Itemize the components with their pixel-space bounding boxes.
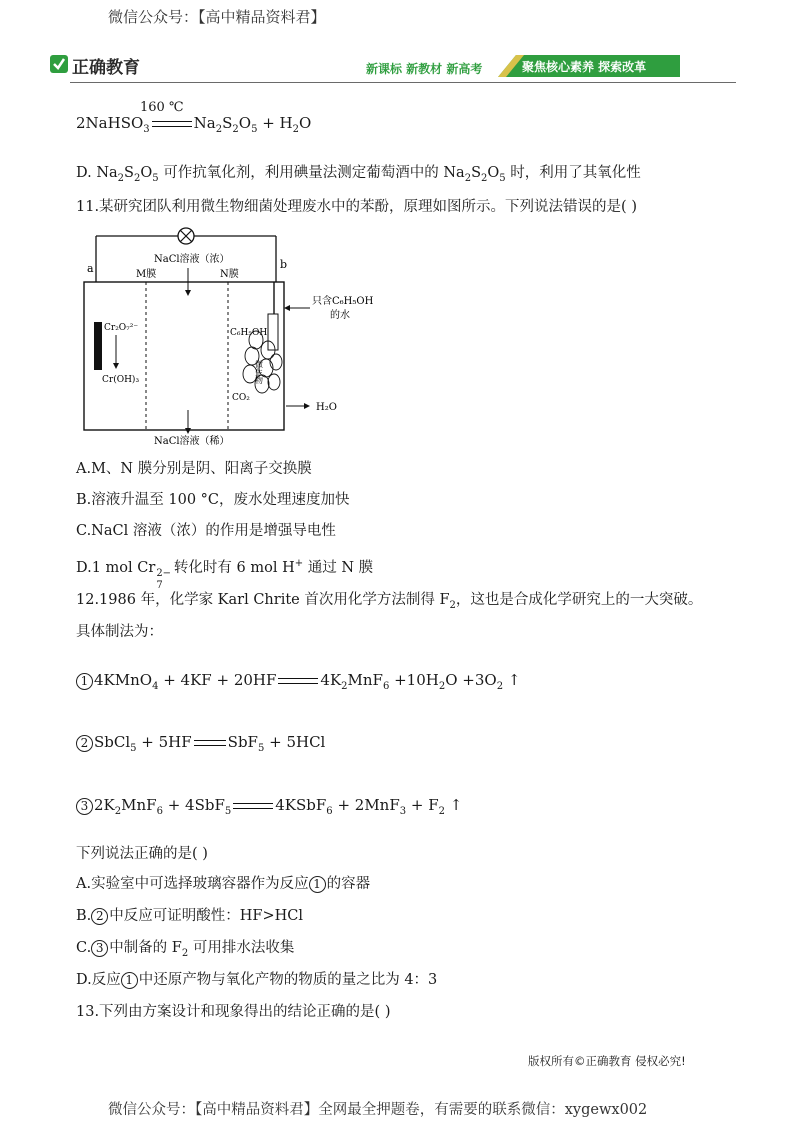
reaction-1: 1 4KMnO$_4$ + 4KF + 20HF $4K_2MnF_6 +10H_2O +3O_2$ ↑ — [76, 670, 520, 697]
reaction-3: 3 $2K_2MnF_6 + 4SbF_5$ 4KSbF$_6$ + $2MnF_3 + F_2$ ↑ — [76, 795, 462, 822]
nacl-dilute-label: NaCl溶液（稀） — [154, 436, 230, 447]
equation-nahso3: 2NaHSO$_3$ $Na_2S_2O_5 + H_2O$ — [76, 114, 312, 135]
watermark-top: 微信公众号：【高中精品资料君】 — [108, 8, 326, 26]
q12-option-d: D.反应 1 中还原产物与氧化产物的物质的量之比为 4：3 — [76, 972, 438, 988]
q12-prompt: 下列说法正确的是( ) — [76, 846, 208, 862]
logo-text: 正确教育 — [72, 58, 140, 78]
n-membrane-label: N膜 — [220, 269, 239, 280]
q12-option-b: B. 2 中反应可证明酸性：HF>HCl — [76, 908, 303, 924]
nacl-conc-label: NaCl溶液（浓） — [154, 254, 230, 265]
q11-option-d: D.1 mol Cr 2− 7 转化时有 6 mol H+ 通过 N 膜 — [76, 558, 374, 591]
q10-option-d: D. $Na_2S_2O_5$ 可作抗氧化剂，利用碘量法测定葡萄酒中的 $Na_2S_2O_5$ 时，利用了其氧化性 — [76, 165, 641, 184]
tank — [84, 282, 284, 430]
watermark-bottom: 微信公众号：【高中精品资料君】全网最全押题卷，有需要的联系微信：xygewx002 — [108, 1102, 648, 1118]
co2-label: CO₂ — [232, 393, 250, 403]
reaction-2: 2 SbCl$_5$ + 5HF SbF$_5$ + 5HCl — [76, 732, 325, 759]
phenol-label: C₆H₅OH — [230, 328, 268, 338]
m-membrane-label: M膜 — [136, 269, 157, 280]
header-banner-text: 聚焦核心素养 探索改革 — [522, 60, 647, 74]
cathode — [94, 322, 102, 370]
h2o-out-label: H₂O — [316, 402, 337, 413]
microbe-label: 微生物 — [254, 360, 264, 384]
cr2o7-label: Cr₂O₇²⁻ — [104, 323, 139, 333]
electrolysis-diagram — [80, 222, 400, 450]
q12-stem: 12.1986 年，化学家 Karl Chrite 首次用化学方法制得 $F_2$，这也是合成化学研究上的一大突破。 — [76, 592, 703, 611]
q12-stem-2: 具体制法为： — [76, 624, 163, 640]
q11-option-b: B.溶液升温至 100 °C，废水处理速度加快 — [76, 492, 350, 508]
inflow-label: 只含C₆H₅OH — [312, 296, 374, 307]
q12-option-a: A.实验室中可选择玻璃容器作为反应 1 的容器 — [76, 876, 371, 892]
copyright: 版权所有©正确教育 侵权必究! — [528, 1054, 686, 1068]
q11-option-a: A.M、N 膜分别是阴、阳离子交换膜 — [76, 461, 312, 477]
label-b: b — [280, 258, 288, 271]
inflow-label-2: 的水 — [330, 310, 350, 321]
q11-stem: 11.某研究团队利用微生物细菌处理废水中的苯酚，原理如图所示。下列说法错误的是( ) — [76, 199, 637, 215]
label-a: a — [87, 262, 94, 275]
header-slogan: 新课标 新教材 新高考 — [366, 62, 483, 76]
croh3-label: Cr(OH)₃ — [102, 375, 140, 385]
check-icon — [50, 55, 68, 73]
anode — [268, 314, 278, 350]
q13-stem: 13.下列由方案设计和现象得出的结论正确的是( ) — [76, 1004, 391, 1020]
header-rule — [70, 82, 736, 83]
q12-option-c: C. 3 中制备的 $F_2$ 可用排水法收集 — [76, 940, 295, 959]
q11-option-c: C.NaCl 溶液（浓）的作用是增强导电性 — [76, 523, 336, 539]
reaction-condition: 160 ℃ — [140, 100, 184, 115]
